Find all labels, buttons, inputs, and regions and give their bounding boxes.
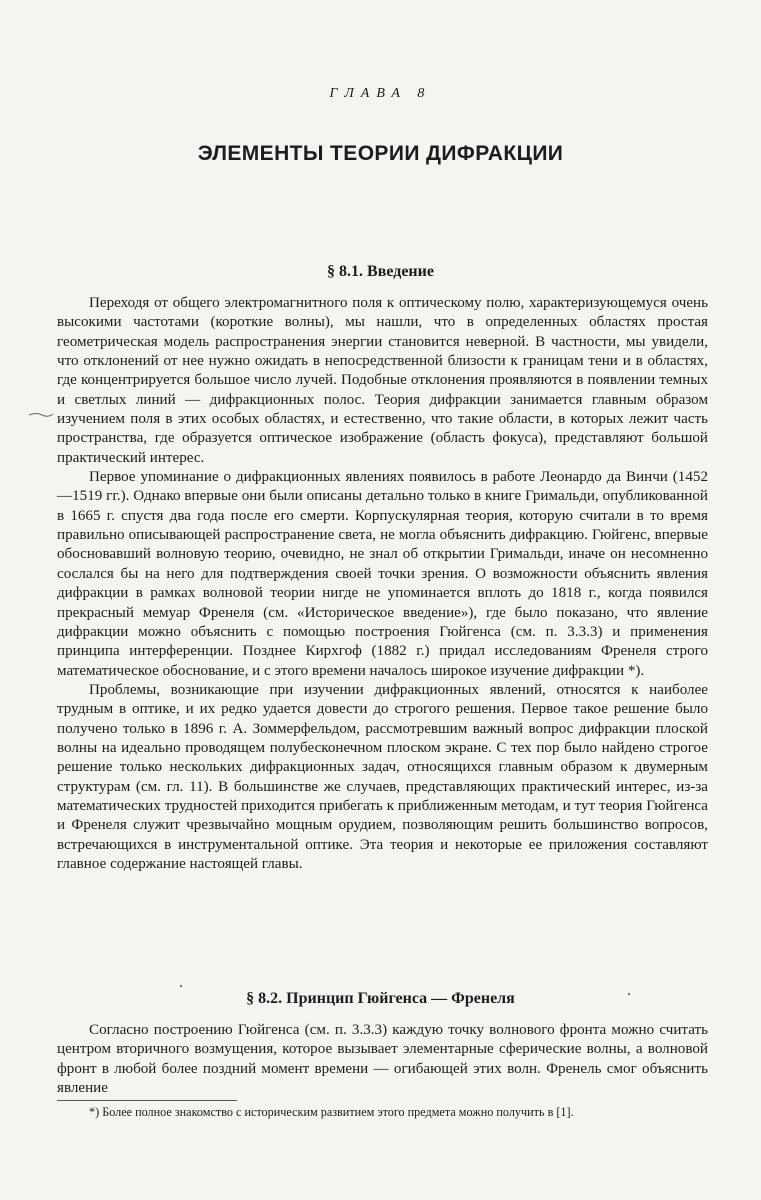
footnote-divider xyxy=(57,1100,237,1101)
section-heading-8-1: § 8.1. Введение xyxy=(327,263,434,280)
chapter-title: ЭЛЕМЕНТЫ ТЕОРИИ ДИФРАКЦИИ xyxy=(197,142,564,165)
section-8-1-body xyxy=(57,294,708,874)
section-heading-8-2: § 8.2. Принцип Гюйгенса — Френеля xyxy=(246,990,515,1007)
footnote: *) Более полное знакомство с историческим развитием этого предмета можно получить в [1]. xyxy=(89,1105,574,1119)
paragraph: Проблемы, возникающие при изучении дифракционных явлений, относятся к наиболее трудным в оптике, и их редко удается довести до строгого решения. Первое такое решение было получено только в 1896 г. А. Зоммерфельдом, рассмотревшим важный вопрос дифракции плоской волны на идеально проводящем полубесконечном плоском экране. С тех пор было найдено строгое решение только нескольких дифракционных задач, относящихся главным образом к двумерным структурам (см. гл. 11). В большинстве же случаев, представляющих практический интерес, из-за математических трудностей приходится прибегать к приближенным методам, и тут теория Гюйгенса и Френеля служит чрезвычайно мощным орудием, позволяющим решить большинство вопросов, встречающихся в инструментальной оптике. Эта теория и некоторые ее приложения составляют главное содержание настоящей главы. xyxy=(57,681,708,872)
paragraph: Первое упоминание о дифракционных явлениях появилось в работе Леонардо да Винчи (1452—1519 гг.). Однако впервые они были описаны детально только в книге Гримальди, опубликованной в 1665 г. спустя два года после его смерти. Корпускулярная теория, которую считали в то время правильно описывающей распространение света, не могла объяснить дифракцию. Гюйгенс, впервые обосновавший волновую теорию, очевидно, не знал об открытии Гримальди, иначе он несомненно сослался бы на него для подтверждения своей точки зрения. О возможности объяснить явления дифракции в рамках волновой теории нигде не упоминается вплоть до 1818 г., когда появился прекрасный мемуар Френеля (см. «Историческое введение»), где было показано, что явление дифракции можно объяснить с помощью построения Гюйгенса (см. п. 3.3.3) и применения принципа интерференции. Позднее Кирхгоф (1882 г.) придал исследованиям Френеля строго математическое обоснование, и с этого времени началось широкое изучение дифракции *). xyxy=(57,469,708,679)
print-speck xyxy=(628,993,630,995)
chapter-label: ГЛАВА 8 xyxy=(329,86,432,101)
margin-pencil-mark xyxy=(28,410,54,418)
paragraph: Переходя от общего электромагнитного поля к оптическому полю, характеризующемуся очень высокими частотами (короткие волны), мы нашли, что в определенных областях простая геометрическая модель распространения энергии становится неверной. В частности, мы увидели, что отклонений от нее нужно ожидать в непосредственной близости к границам тени и в областях, где концентрируется большое число лучей. Подобные отклонения проявляются в появлении темных и светлых линий — дифракционных полос. Теория дифракции занимается главным образом изучением поля в этих особых областях, и естественно, что такие области, в которых лежит часть пространства, где образуется оптическое изображение (область фокуса), представляют большой практический интерес. xyxy=(57,295,708,466)
print-speck xyxy=(180,985,182,987)
section-8-2-body xyxy=(57,1021,708,1098)
paragraph: Согласно построению Гюйгенса (см. п. 3.3.3) каждую точку волнового фронта можно считать центром вторичного возмущения, которое вызывает элементарные сферические волны, а волновой фронт в любой более поздний момент времени — огибающей этих волн. Френель смог объяснить явление xyxy=(57,1022,708,1097)
